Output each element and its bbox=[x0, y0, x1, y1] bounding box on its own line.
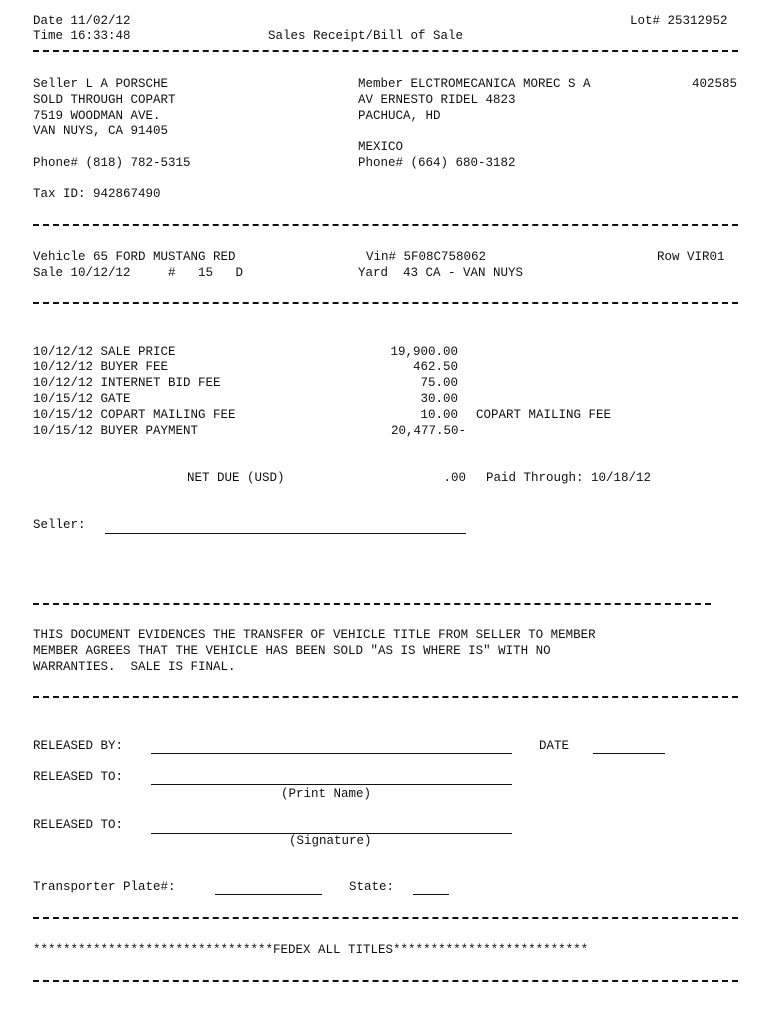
receipt-time: Time 16:33:48 bbox=[33, 29, 131, 43]
member-city: PACHUCA, HD bbox=[358, 109, 441, 123]
charge-desc: 10/12/12 BUYER FEE bbox=[33, 360, 169, 374]
receipt-date: Date 11/02/12 bbox=[33, 14, 131, 28]
seller-signature-line[interactable] bbox=[105, 533, 466, 534]
net-due-amount: .00 bbox=[443, 471, 466, 485]
signature-caption: (Signature) bbox=[289, 834, 372, 848]
vehicle-description: Vehicle 65 FORD MUSTANG RED bbox=[33, 250, 236, 264]
charge-desc: 10/15/12 GATE bbox=[33, 392, 131, 406]
released-to-label: RELEASED TO: bbox=[33, 818, 124, 832]
terms-line: WARRANTIES. SALE IS FINAL. bbox=[33, 660, 236, 674]
divider bbox=[33, 696, 738, 698]
date-line[interactable] bbox=[593, 753, 665, 754]
charge-amount: 19,900.00 bbox=[390, 345, 458, 359]
released-to-label: RELEASED TO: bbox=[33, 770, 124, 784]
sale-info: Sale 10/12/12 # 15 D bbox=[33, 266, 244, 280]
print-name-line[interactable] bbox=[151, 784, 512, 785]
terms-line: THIS DOCUMENT EVIDENCES THE TRANSFER OF VEHICLE TITLE FROM SELLER TO MEMBER bbox=[33, 628, 596, 642]
vehicle-row: Row VIR01 bbox=[657, 250, 725, 264]
member-phone: Phone# (664) 680-3182 bbox=[358, 156, 516, 170]
released-by-line[interactable] bbox=[151, 753, 512, 754]
member-name: Member ELCTROMECANICA MOREC S A bbox=[358, 77, 591, 91]
charge-amount: 20,477.50- bbox=[390, 424, 466, 438]
seller-phone: Phone# (818) 782-5315 bbox=[33, 156, 191, 170]
seller-address: 7519 WOODMAN AVE. bbox=[33, 109, 161, 123]
date-label: DATE bbox=[539, 739, 570, 753]
transporter-plate-line[interactable] bbox=[215, 894, 322, 895]
charge-desc: 10/15/12 COPART MAILING FEE bbox=[33, 408, 236, 422]
divider bbox=[33, 224, 738, 226]
divider bbox=[33, 980, 738, 982]
charge-desc: 10/15/12 BUYER PAYMENT bbox=[33, 424, 199, 438]
seller-signature-label: Seller: bbox=[33, 518, 86, 532]
seller-tax-id: Tax ID: 942867490 bbox=[33, 187, 161, 201]
divider bbox=[33, 50, 738, 52]
charge-desc: 10/12/12 INTERNET BID FEE bbox=[33, 376, 221, 390]
charge-desc: 10/12/12 SALE PRICE bbox=[33, 345, 176, 359]
seller-line2: SOLD THROUGH COPART bbox=[33, 93, 176, 107]
state-line[interactable] bbox=[413, 894, 449, 895]
released-by-label: RELEASED BY: bbox=[33, 739, 124, 753]
yard-info: Yard 43 CA - VAN NUYS bbox=[358, 266, 524, 280]
charge-note: COPART MAILING FEE bbox=[476, 408, 612, 422]
seller-city: VAN NUYS, CA 91405 bbox=[33, 124, 169, 138]
terms-line: MEMBER AGREES THAT THE VEHICLE HAS BEEN SOLD "AS IS WHERE IS" WITH NO bbox=[33, 644, 551, 658]
charge-amount: 10.00 bbox=[420, 408, 458, 422]
member-id: 402585 bbox=[692, 77, 738, 91]
document-title: Sales Receipt/Bill of Sale bbox=[268, 29, 464, 43]
divider bbox=[33, 302, 738, 304]
member-address: AV ERNESTO RIDEL 4823 bbox=[358, 93, 516, 107]
lot-number: Lot# 25312952 bbox=[630, 14, 728, 28]
charge-amount: 75.00 bbox=[420, 376, 458, 390]
member-country: MEXICO bbox=[358, 140, 404, 154]
divider bbox=[33, 917, 738, 919]
divider bbox=[33, 603, 711, 605]
footer-banner: ********************************FEDEX ALL TITLES************************** bbox=[33, 943, 589, 957]
vehicle-vin: Vin# 5F08C758062 bbox=[366, 250, 487, 264]
paid-through: Paid Through: 10/18/12 bbox=[486, 471, 652, 485]
net-due-label: NET DUE (USD) bbox=[187, 471, 285, 485]
seller-name: Seller L A PORSCHE bbox=[33, 77, 169, 91]
print-name-caption: (Print Name) bbox=[281, 787, 372, 801]
transporter-plate-label: Transporter Plate#: bbox=[33, 880, 176, 894]
charge-amount: 462.50 bbox=[412, 360, 458, 374]
state-label: State: bbox=[349, 880, 395, 894]
charge-amount: 30.00 bbox=[420, 392, 458, 406]
